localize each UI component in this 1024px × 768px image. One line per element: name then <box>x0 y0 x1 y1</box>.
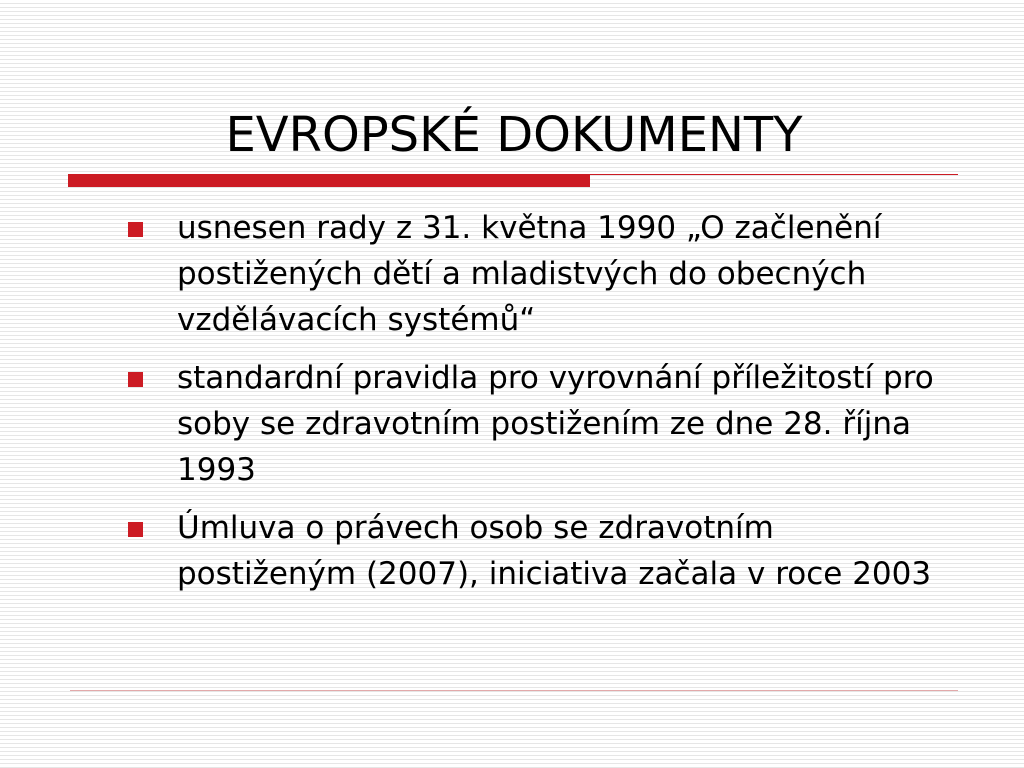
square-bullet-icon <box>128 372 143 387</box>
bullet-text: Úmluva o právech osob se zdravotním postiženým (2007), iniciativa začala v roce 2003 <box>177 510 932 592</box>
square-bullet-icon <box>128 222 143 237</box>
bullet-text: standardní pravidla pro vyrovnání příležitostí pro soby se zdravotním postižením ze dne 28. října 1993 <box>177 360 934 488</box>
bullet-list <box>128 205 948 609</box>
bullet-text: usnesen rady z 31. května 1990 „O začlenění postižených dětí a mladistvých do obecných vzdělávacích systémů“ <box>177 210 882 338</box>
footer-divider <box>70 690 958 691</box>
bullet-item <box>128 205 948 343</box>
bullet-item <box>128 505 948 597</box>
title-underline-accent <box>68 174 590 187</box>
square-bullet-icon <box>128 522 143 537</box>
slide-title: EVROPSKÉ DOKUMENTY <box>225 107 803 163</box>
bullet-item <box>128 355 948 493</box>
